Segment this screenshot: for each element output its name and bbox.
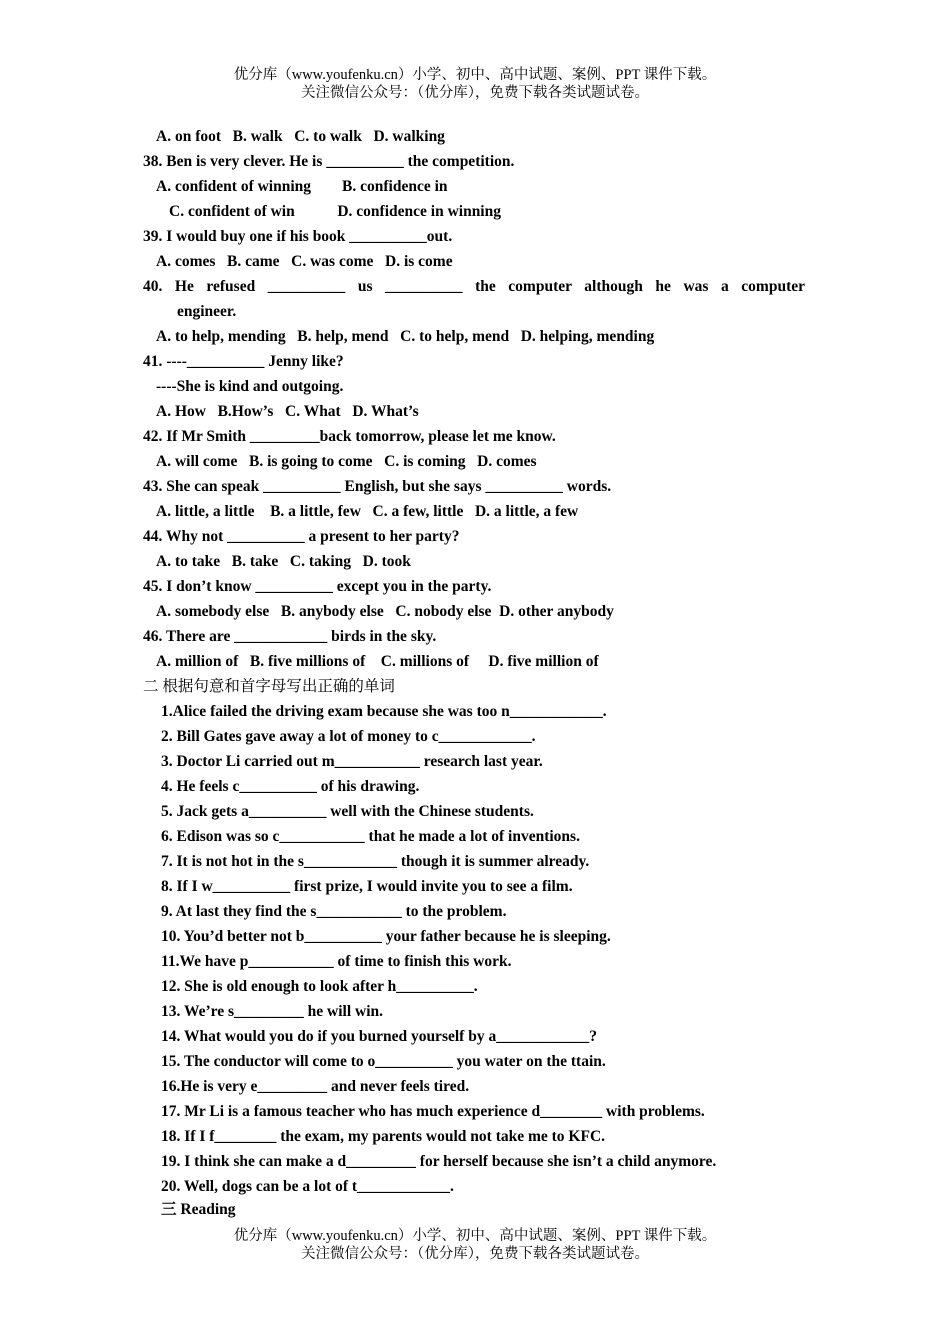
header-line-2: 关注微信公众号：（优分库），免费下载各类试题试卷。 bbox=[301, 85, 649, 101]
q43-options: A. little, a little B. a little, few C. a few, little D. a little, a few bbox=[156, 503, 579, 520]
list-item: 4. He feels c__________ of his drawing. bbox=[161, 778, 420, 795]
q38-options-row-2: C. confident of win D. confidence in winning bbox=[169, 203, 501, 220]
q43-question: 43. She can speak __________ English, but she says __________ words. bbox=[143, 478, 612, 495]
list-item: 9. At last they find the s___________ to the problem. bbox=[161, 903, 507, 920]
list-item: 7. It is not hot in the s____________ though it is summer already. bbox=[161, 853, 590, 870]
list-item: 3. Doctor Li carried out m___________ research last year. bbox=[161, 753, 543, 770]
list-item: 11.We have p___________ of time to finish this work. bbox=[161, 953, 512, 970]
list-item: 17. Mr Li is a famous teacher who has much experience d________ with problems. bbox=[161, 1103, 705, 1120]
list-item: 15. The conductor will come to o__________ you water on the ttain. bbox=[161, 1053, 606, 1070]
page-header bbox=[0, 66, 950, 102]
q46-options: A. million of B. five millions of C. millions of D. five million of bbox=[156, 653, 599, 670]
list-item: 19. I think she can make a d_________ for herself because she isn’t a child anymore. bbox=[161, 1153, 717, 1170]
q41-options: A. How B.How’s C. What D. What’s bbox=[156, 403, 419, 420]
q42-question: 42. If Mr Smith _________back tomorrow, please let me know. bbox=[143, 428, 556, 445]
q40-options: A. to help, mending B. help, mend C. to help, mend D. helping, mending bbox=[156, 328, 655, 345]
list-item: 16.He is very e_________ and never feels tired. bbox=[161, 1078, 470, 1095]
list-item: 1.Alice failed the driving exam because she was too n____________. bbox=[161, 703, 607, 720]
q45-options: A. somebody else B. anybody else C. nobody else D. other anybody bbox=[156, 603, 614, 620]
list-item: 12. She is old enough to look after h__________. bbox=[161, 978, 478, 995]
list-item: 14. What would you do if you burned yourself by a____________? bbox=[161, 1028, 597, 1045]
list-item: 20. Well, dogs can be a lot of t____________. bbox=[161, 1178, 454, 1195]
q38-question: 38. Ben is very clever. He is __________ the competition. bbox=[143, 153, 515, 170]
page-footer bbox=[0, 1227, 950, 1263]
q41-question: 41. ----__________ Jenny like? bbox=[143, 353, 344, 370]
section-2-title: 二 根据句意和首字母写出正确的单词 bbox=[143, 678, 395, 695]
footer-line-1: 优分库（www.youfenku.cn）小学、初中、高中试题、案例、PPT 课件下载。 bbox=[233, 1228, 717, 1244]
list-item: 18. If I f________ the exam, my parents would not take me to KFC. bbox=[161, 1128, 606, 1145]
q44-question: 44. Why not __________ a present to her party? bbox=[143, 528, 460, 545]
header-line-1: 优分库（www.youfenku.cn）小学、初中、高中试题、案例、PPT 课件下载。 bbox=[233, 67, 717, 83]
q38-options-row-1: A. confident of winning B. confidence in bbox=[156, 178, 448, 195]
list-item: 13. We’re s_________ he will win. bbox=[161, 1003, 384, 1020]
q46-question: 46. There are ____________ birds in the sky. bbox=[143, 628, 437, 645]
q37-options: A. on foot B. walk C. to walk D. walking bbox=[156, 128, 445, 145]
list-item: 8. If I w__________ first prize, I would invite you to see a film. bbox=[161, 878, 573, 895]
list-item: 2. Bill Gates gave away a lot of money to c____________. bbox=[161, 728, 536, 745]
list-item: 6. Edison was so c___________ that he made a lot of inventions. bbox=[161, 828, 580, 845]
q39-options: A. comes B. came C. was come D. is come bbox=[156, 253, 453, 270]
list-item: 5. Jack gets a__________ well with the Chinese students. bbox=[161, 803, 534, 820]
q40-question-line-1: 40. He refused __________ us __________ the computer although he was a computer bbox=[143, 278, 805, 295]
q41-answer: ----She is kind and outgoing. bbox=[156, 378, 344, 395]
footer-line-2: 关注微信公众号：（优分库），免费下载各类试题试卷。 bbox=[301, 1246, 649, 1262]
q42-options: A. will come B. is going to come C. is coming D. comes bbox=[156, 453, 537, 470]
q40-question-line-2: engineer. bbox=[177, 303, 237, 320]
list-item: 10. You’d better not b__________ your father because he is sleeping. bbox=[161, 928, 611, 945]
section-3-title: 三 Reading bbox=[161, 1201, 236, 1218]
q39-question: 39. I would buy one if his book __________out. bbox=[143, 228, 453, 245]
q45-question: 45. I don’t know __________ except you in the party. bbox=[143, 578, 492, 595]
q44-options: A. to take B. take C. taking D. took bbox=[156, 553, 411, 570]
